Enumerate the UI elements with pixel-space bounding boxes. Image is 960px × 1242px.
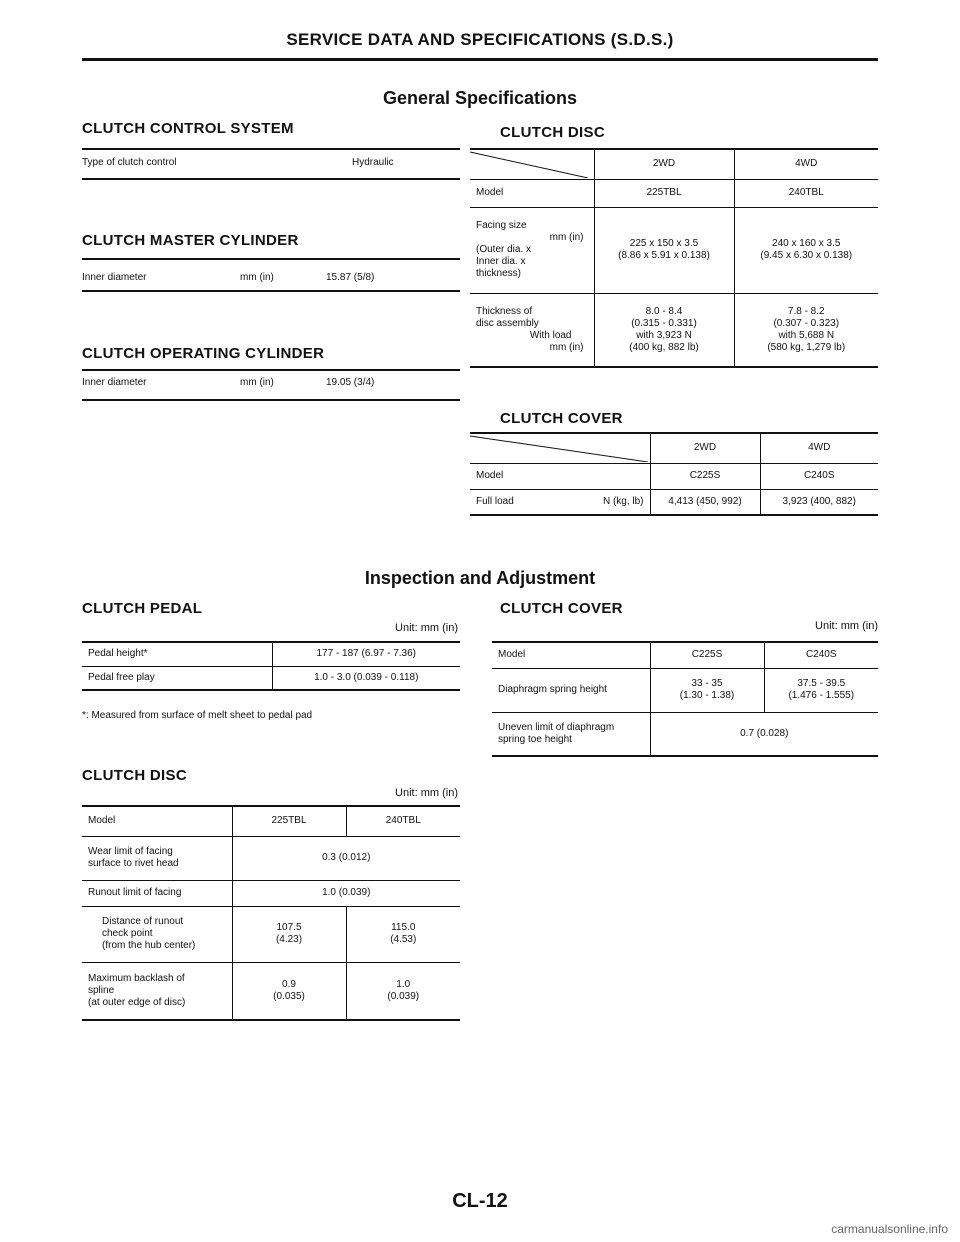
distance-label-line: (from the hub center)	[102, 940, 196, 951]
pedal-note: *: Measured from surface of melt sheet to pedal pad	[82, 710, 313, 721]
facing-size-2wd	[594, 207, 734, 293]
model-label: Model	[492, 642, 650, 668]
facing-value-line: (8.86 x 5.91 x 0.138)	[618, 250, 710, 261]
model-4wd: C240S	[760, 463, 878, 489]
master-cylinder-unit: mm (in)	[240, 272, 274, 283]
facing-label-line: thickness)	[476, 268, 522, 279]
pedal-free-play-label: Pedal free play	[88, 671, 155, 683]
thickness-label	[470, 293, 594, 367]
general-disc-table	[470, 148, 878, 368]
height-value-line: (1.476 - 1.555)	[788, 690, 855, 701]
operating-cylinder-title: CLUTCH OPERATING CYLINDER	[82, 345, 325, 362]
operating-cylinder-value: 19.05 (3/4)	[326, 377, 375, 388]
thickness-value-line: (0.315 - 0.331)	[631, 317, 697, 329]
diagonal-header-cell	[470, 433, 650, 463]
inspection-disc-unit: Unit: mm (in)	[395, 787, 458, 799]
uneven-limit-label	[492, 712, 650, 756]
title-divider	[82, 58, 878, 61]
distance-label-line: check point	[102, 928, 153, 939]
full-load-text: Full load	[476, 495, 514, 507]
height-c240s	[764, 668, 878, 712]
full-load-unit: N (kg, lb)	[602, 495, 644, 507]
diagonal-line	[470, 434, 648, 462]
general-cover-title: CLUTCH COVER	[500, 410, 623, 427]
backlash-label-line: (at outer edge of disc)	[88, 996, 186, 1008]
inspection-cover-title: CLUTCH COVER	[500, 600, 623, 617]
facing-value-line: 225 x 150 x 3.5	[629, 238, 699, 249]
wear-limit-value: 0.3 (0.012)	[232, 836, 460, 880]
uneven-label-line: Uneven limit of diaphragm	[498, 721, 615, 733]
wear-limit-label	[82, 836, 232, 880]
thickness-value-line: with 5,688 N	[778, 329, 835, 341]
model-label: Model	[470, 179, 594, 207]
model-4wd: 240TBL	[734, 179, 878, 207]
height-c225s	[650, 668, 764, 712]
general-disc-title: CLUTCH DISC	[500, 124, 605, 141]
distance-240tbl	[346, 906, 460, 962]
thickness-2wd	[594, 293, 734, 367]
runout-limit-label: Runout limit of facing	[82, 880, 232, 906]
facing-size-4wd	[734, 207, 878, 293]
load-2wd: 4,413 (450, 992)	[650, 489, 760, 515]
page-number: CL-12	[452, 1190, 508, 1212]
distance-value-line: 107.5	[276, 922, 302, 933]
height-value-line: 37.5 - 39.5	[797, 678, 846, 689]
diagonal-line	[470, 150, 588, 178]
backlash-240tbl	[346, 962, 460, 1020]
operating-cylinder-label: Inner diameter	[82, 377, 147, 388]
general-specifications-title: General Specifications	[382, 88, 578, 108]
diagonal-header-cell	[470, 149, 594, 179]
facing-value-line: (9.45 x 6.30 x 0.138)	[760, 250, 853, 261]
distance-value-line: (4.53)	[390, 934, 417, 945]
wear-label-line: Wear limit of facing	[88, 846, 173, 857]
backlash-value-line: (0.035)	[273, 990, 305, 1002]
runout-distance-label	[82, 906, 232, 962]
divider	[82, 178, 460, 180]
backlash-label-line: Maximum backlash of	[88, 972, 185, 984]
watermark: carmanualsonline.info	[831, 1222, 948, 1236]
facing-size-label	[470, 207, 594, 293]
thickness-value-line: (580 kg, 1,279 lb)	[767, 341, 846, 353]
inspection-cover-table	[492, 641, 878, 757]
thickness-value-line: 7.8 - 8.2	[787, 305, 825, 317]
thickness-4wd	[734, 293, 878, 367]
distance-value-line: (4.23)	[275, 934, 303, 945]
backlash-value-line: 0.9	[282, 978, 296, 990]
facing-label-line: Inner dia. x	[476, 256, 526, 267]
facing-label-line: (Outer dia. x	[476, 244, 532, 255]
thickness-label-line: With load	[529, 329, 572, 341]
backlash-value-line: 1.0	[396, 978, 411, 990]
height-value-line: 33 - 35	[691, 678, 723, 689]
thickness-value-line: (400 kg, 882 lb)	[629, 341, 699, 353]
master-cylinder-label: Inner diameter	[82, 272, 147, 283]
header-4wd: 4WD	[734, 149, 878, 179]
header-2wd: 2WD	[594, 149, 734, 179]
model-label: Model	[470, 463, 650, 489]
uneven-label-line: spring toe height	[498, 733, 572, 745]
uneven-limit-value: 0.7 (0.028)	[650, 712, 878, 756]
inspection-title: Inspection and Adjustment	[364, 568, 596, 588]
full-load-label	[470, 489, 650, 515]
master-cylinder-value: 15.87 (5/8)	[326, 272, 375, 283]
general-cover-table	[470, 432, 878, 516]
distance-225tbl	[232, 906, 346, 962]
divider	[82, 290, 460, 292]
model-label: Model	[82, 806, 232, 836]
inspection-disc-table	[82, 805, 460, 1021]
facing-label-line: mm (in)	[549, 232, 584, 243]
control-type-value: Hydraulic	[352, 157, 394, 168]
facing-value-line: 240 x 160 x 3.5	[772, 238, 841, 249]
header-2wd: 2WD	[650, 433, 760, 463]
header-4wd: 4WD	[760, 433, 878, 463]
diaphragm-height-label: Diaphragm spring height	[492, 668, 650, 712]
pedal-title: CLUTCH PEDAL	[82, 600, 203, 617]
thickness-value-line: with 3,923 N	[636, 329, 692, 341]
thickness-label-line: mm (in)	[549, 341, 584, 353]
backlash-value-line: (0.039)	[387, 990, 420, 1002]
control-system-title: CLUTCH CONTROL SYSTEM	[82, 120, 294, 137]
thickness-value-line: 8.0 - 8.4	[645, 305, 683, 317]
thickness-label-line: disc assembly	[476, 317, 539, 329]
model-225tbl: 225TBL	[232, 806, 346, 836]
pedal-table	[82, 641, 460, 691]
model-240tbl: 240TBL	[346, 806, 460, 836]
master-cylinder-title: CLUTCH MASTER CYLINDER	[82, 232, 299, 249]
thickness-value-line: (0.307 - 0.323)	[773, 317, 840, 329]
model-2wd: C225S	[650, 463, 760, 489]
inspection-disc-title: CLUTCH DISC	[82, 767, 187, 784]
pedal-height-value: 177 - 187 (6.97 - 7.36)	[272, 642, 460, 666]
divider	[82, 258, 460, 260]
load-4wd: 3,923 (400, 882)	[760, 489, 878, 515]
model-2wd: 225TBL	[594, 179, 734, 207]
thickness-label-line: Thickness of	[476, 305, 533, 317]
divider	[82, 369, 460, 371]
pedal-unit: Unit: mm (in)	[395, 622, 458, 634]
model-c240s: C240S	[764, 642, 878, 668]
runout-limit-value: 1.0 (0.039)	[232, 880, 460, 906]
pedal-free-play-value: 1.0 - 3.0 (0.039 - 0.118)	[272, 666, 460, 690]
wear-label-line: surface to rivet head	[88, 858, 179, 869]
inspection-cover-unit: Unit: mm (in)	[815, 620, 878, 632]
pedal-height-label: Pedal height*	[82, 642, 272, 666]
model-c225s: C225S	[650, 642, 764, 668]
backlash-label	[82, 962, 232, 1020]
divider	[82, 148, 460, 150]
backlash-label-line: spline	[88, 984, 115, 996]
divider	[82, 399, 460, 401]
distance-label-line: Distance of runout	[102, 916, 184, 927]
facing-label-line: Facing size	[476, 220, 527, 231]
distance-value-line: 115.0	[391, 922, 416, 933]
operating-cylinder-unit: mm (in)	[240, 377, 274, 388]
height-value-line: (1.30 - 1.38)	[679, 690, 735, 701]
backlash-225tbl	[232, 962, 346, 1020]
control-type-label: Type of clutch control	[82, 157, 177, 168]
page-title: SERVICE DATA AND SPECIFICATIONS (S.D.S.)	[286, 30, 674, 49]
